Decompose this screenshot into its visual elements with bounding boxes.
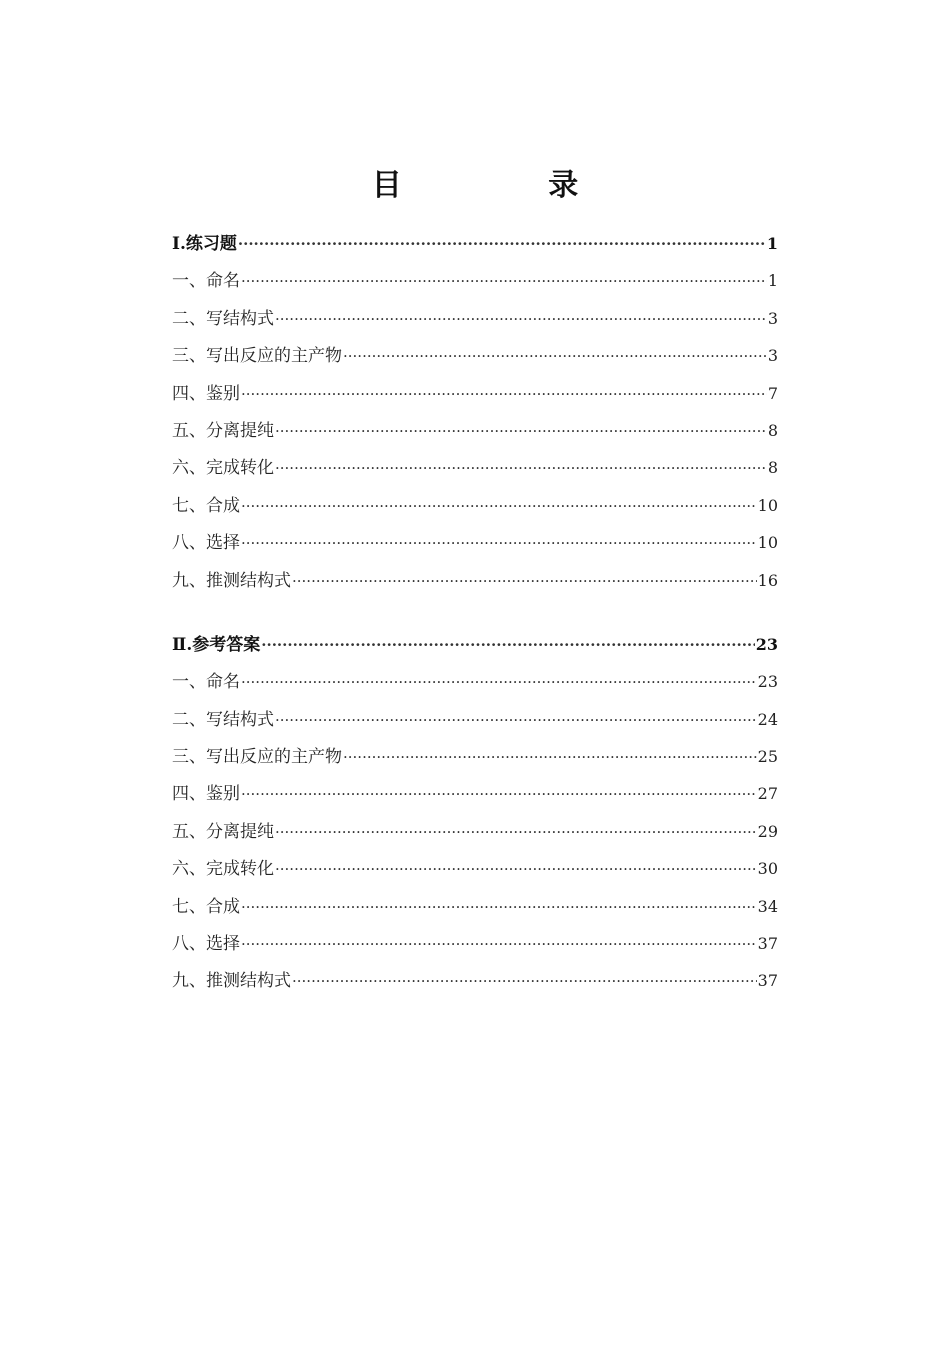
toc-leader-dots — [275, 413, 767, 450]
toc-entry[interactable] — [172, 925, 778, 962]
toc-page-number: 8 — [767, 420, 778, 440]
toc-page-number: 3 — [767, 346, 778, 366]
toc-leader-dots — [343, 739, 757, 776]
toc-page-number: 16 — [757, 570, 778, 590]
toc-leader-dots — [292, 963, 757, 1000]
toc-leader-dots — [261, 627, 754, 664]
toc-page-number: 7 — [767, 383, 778, 403]
toc-entry[interactable] — [172, 701, 778, 738]
toc-page-number: 3 — [767, 308, 778, 328]
toc-entry[interactable] — [172, 337, 778, 374]
toc-entry[interactable] — [172, 300, 778, 337]
toc-leader-dots — [292, 563, 757, 600]
toc-entry[interactable] — [172, 775, 778, 812]
toc-leader-dots — [241, 776, 757, 813]
toc-entry-label: 九、推测结构式 — [172, 570, 291, 591]
toc-entry-label: 三、写出反应的主产物 — [172, 747, 342, 768]
toc-leader-dots — [275, 814, 757, 851]
toc-entry-label: 一、命名 — [172, 672, 240, 693]
toc-entry[interactable] — [172, 524, 778, 561]
toc-entry-label: 八、选择 — [172, 533, 240, 554]
toc-entry[interactable] — [172, 813, 778, 850]
toc-leader-dots — [275, 851, 757, 888]
toc-entry-label: 九、推测结构式 — [172, 971, 291, 992]
toc-entry[interactable] — [172, 888, 778, 925]
toc-entry-label: 六、完成转化 — [172, 859, 274, 880]
toc-leader-dots — [241, 926, 757, 963]
toc-section-heading[interactable] — [172, 225, 778, 262]
toc-entry-label: Ⅰ.练习题 — [172, 234, 237, 254]
toc-entry-label: 七、合成 — [172, 896, 240, 917]
toc-entry-label: 七、合成 — [172, 495, 240, 516]
toc-leader-dots — [275, 702, 757, 739]
toc-entry-label: 八、选择 — [172, 934, 240, 955]
toc-leader-dots — [238, 226, 766, 263]
toc-leader-dots — [241, 488, 757, 525]
section-spacer — [172, 599, 778, 626]
toc-entry[interactable] — [172, 449, 778, 486]
toc-entry[interactable] — [172, 262, 778, 299]
toc-entry-label: 三、写出反应的主产物 — [172, 346, 342, 367]
toc-page-number: 23 — [755, 634, 778, 654]
toc-entry-label: 二、写结构式 — [172, 709, 274, 730]
page-title: 目 录 — [371, 168, 647, 203]
toc-entry[interactable] — [172, 850, 778, 887]
toc-entry-label: 二、写结构式 — [172, 308, 274, 329]
toc-leader-dots — [241, 376, 767, 413]
toc-page-number: 1 — [766, 234, 778, 253]
toc-page-number: 23 — [757, 672, 778, 692]
toc-page-number: 24 — [757, 709, 778, 729]
toc-entry-label: 一、命名 — [172, 271, 240, 292]
toc-leader-dots — [241, 889, 757, 926]
toc-entry[interactable] — [172, 375, 778, 412]
toc-page-number: 37 — [757, 971, 778, 991]
toc-entry-label: 五、分离提纯 — [172, 821, 274, 842]
toc-leader-dots — [275, 301, 767, 338]
toc-leader-dots — [241, 263, 767, 300]
toc-entry[interactable] — [172, 663, 778, 700]
toc-entry-label: 四、鉴别 — [172, 383, 240, 404]
toc-page-number: 34 — [757, 896, 778, 916]
toc-page-number: 30 — [757, 859, 778, 879]
toc-entry-label: 四、鉴别 — [172, 784, 240, 805]
toc-entry[interactable] — [172, 562, 778, 599]
toc-page-number: 1 — [767, 271, 778, 291]
toc-entry[interactable] — [172, 487, 778, 524]
toc-entry[interactable] — [172, 962, 778, 999]
toc-entry-label: Ⅱ.参考答案 — [172, 634, 261, 655]
toc-leader-dots — [241, 525, 757, 562]
toc-page-number: 10 — [757, 533, 778, 553]
toc-page-number: 27 — [757, 784, 778, 804]
toc-entry-label: 六、完成转化 — [172, 458, 274, 479]
toc-entry[interactable] — [172, 412, 778, 449]
toc-leader-dots — [275, 450, 767, 487]
toc-section-heading[interactable] — [172, 626, 778, 663]
toc-page-number: 10 — [757, 495, 778, 515]
toc-page-number: 25 — [757, 747, 778, 767]
table-of-contents — [172, 225, 778, 1000]
toc-entry[interactable] — [172, 738, 778, 775]
toc-page-number: 37 — [757, 934, 778, 954]
toc-page-number: 29 — [757, 821, 778, 841]
toc-entry-label: 五、分离提纯 — [172, 420, 274, 441]
toc-leader-dots — [343, 338, 767, 375]
toc-leader-dots — [241, 664, 757, 701]
toc-page-number: 8 — [767, 458, 778, 478]
